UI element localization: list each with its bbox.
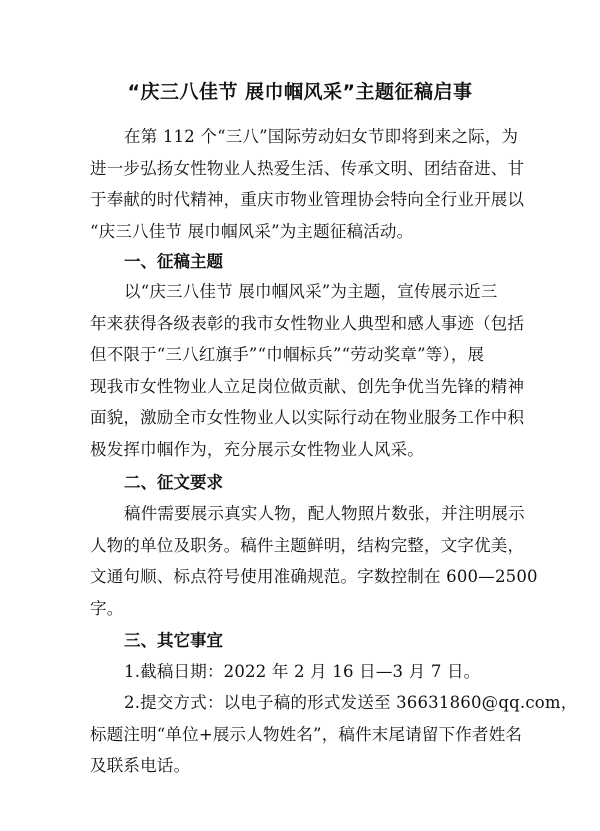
paragraph-line: 年来获得各级表彰的我市女性物业人典型和感人事迹（包括 [90,313,525,333]
paragraph-line: 稿件需要展示真实人物，配人物照片数张，并注明展示 [124,504,525,523]
intro-paragraph [90,121,525,247]
paragraph-line: 面貌，激励全市女性物业人以实际行动在物业服务工作中积 [90,408,525,427]
requirements-paragraph [90,498,538,624]
paragraph-line: 文通句顺、标点符号使用准确规范。字数控制在 600—2500 [90,567,538,586]
theme-paragraph [90,276,525,465]
paragraph-line: 现我市女性物业人立足岗位做贡献、创先争优当先锋的精神 [90,376,525,396]
deadline-paragraph [90,656,522,688]
paragraph-line: 人物的单位及职务。稿件主题鲜明，结构完整，文字优美， [90,535,525,555]
paragraph-line: 进一步弘扬女性物业人热爱生活、传承文明、团结奋进、甘 [90,158,525,178]
paragraph-line: “庆三八佳节 展巾帼风采”为主题征稿活动。 [90,221,414,241]
paragraph-line: 在第 112 个“三八”国际劳动妇女节即将到来之际，为 [124,127,519,146]
paragraph-line: 极发挥巾帼作为，充分展示女性物业人风采。 [90,439,424,459]
paragraph-line: 但不限于“三八红旗手”“巾帼标兵”“劳动奖章”等），展 [90,345,485,364]
paragraph-line: 标题注明“单位+展示人物姓名”，稿件末尾请留下作者姓名 [90,724,523,744]
section-heading-other-matters: 三、其它事宜 [124,631,223,650]
paragraph-line: 以“庆三八佳节 展巾帼风采”为主题，宣传展示近三 [124,282,498,301]
paragraph-line: 及联系电话。 [90,756,191,775]
section-heading-requirements: 二、征文要求 [124,473,223,492]
submission-paragraph [90,687,578,782]
deadline-line: 1.截稿日期：2022 年 2 月 16 日—3 月 7 日。 [124,662,481,681]
section-heading-theme: 一、征稿主题 [124,252,223,271]
paragraph-line: 字。 [90,598,124,618]
paragraph-line: 于奉献的时代精神，重庆市物业管理协会特向全行业开展以 [90,190,525,209]
document-title: “庆三八佳节 展巾帼风采”主题征稿启事 [127,81,473,103]
paragraph-line: 2.提交方式：以电子稿的形式发送至 36631860@qq.com， [124,693,578,712]
